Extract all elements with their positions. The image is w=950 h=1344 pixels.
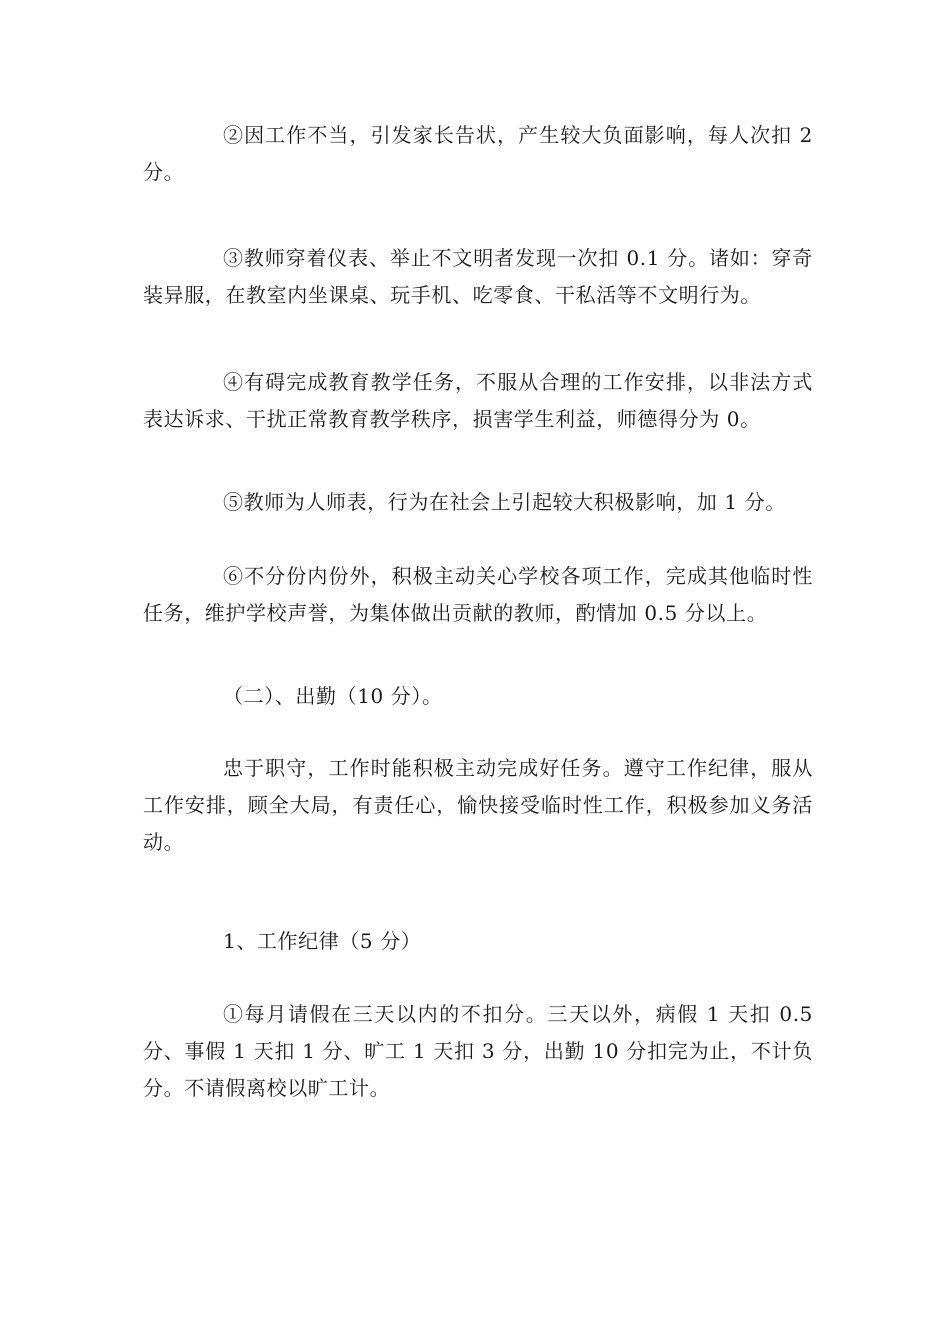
paragraph-attendance-description: 忠于职守，工作时能积极主动完成好任务。遵守工作纪律，服从工作安排，顾全大局，有责任心，愉快接受临时性工作，积极参加义务活动。 — [143, 756, 813, 854]
paragraph-bonus-extra-tasks: ⑥不分份内份外，积极主动关心学校各项工作，完成其他临时性任务，维护学校声誉，为集体做出贡献的教师，酌情加 0.5 分以上。 — [143, 564, 813, 625]
paragraph-deduct-appearance: ③教师穿着仪表、举止不文明者发现一次扣 0.1 分。诸如：穿奇装异服，在教室内坐课桌、玩手机、吃零食、干私活等不文明行为。 — [143, 246, 813, 307]
paragraph-leave-rules: ①每月请假在三天以内的不扣分。三天以外，病假 1 天扣 0.5 分、事假 1 天扣 1 分、旷工 1 天扣 3 分，出勤 10 分扣完为止，不计负分。不请假离校以旷工计。 — [143, 1002, 813, 1100]
section-heading-attendance: （二）、出勤（10 分）。 — [223, 684, 443, 708]
subsection-heading-work-discipline: 1、工作纪律（5 分） — [223, 929, 422, 953]
paragraph-deduct-parent-complaint: ②因工作不当，引发家长告状，产生较大负面影响，每人次扣 2 分。 — [143, 123, 813, 184]
paragraph-zero-score-conduct: ④有碍完成教育教学任务，不服从合理的工作安排，以非法方式表达诉求、干扰正常教育教学秩序，损害学生利益，师德得分为 0。 — [143, 370, 813, 431]
paragraph-bonus-role-model: ⑤教师为人师表，行为在社会上引起较大积极影响，加 1 分。 — [223, 490, 786, 514]
